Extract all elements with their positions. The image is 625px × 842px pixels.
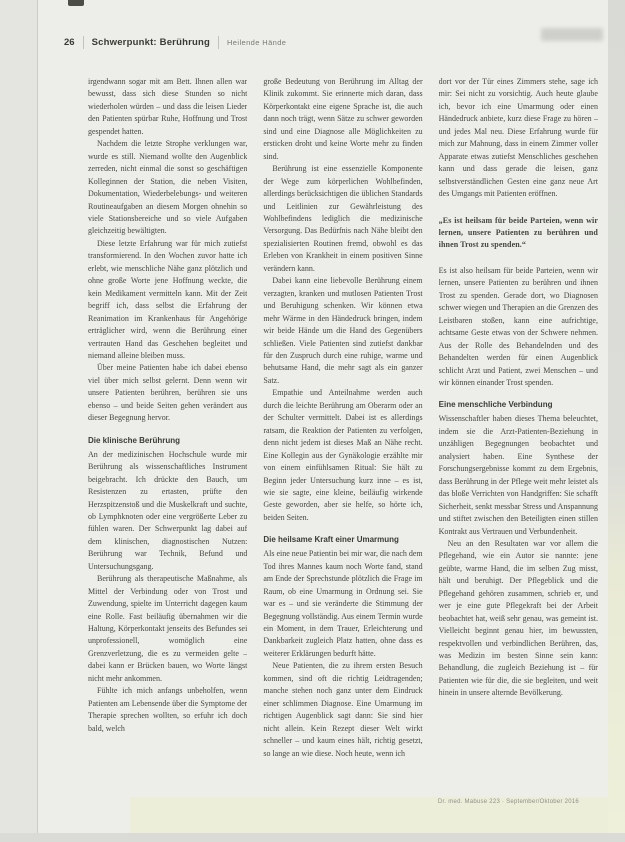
subheading-menschliche-verbindung: Eine menschliche Verbindung (438, 400, 553, 410)
body-paragraph: Neu an den Resultaten war vor allem die Pflegehand, wie ein Autor sie nannte: jene geübte, warme Hand, die im selben Zug misst, hält und beruhigt. Der Pflegeblick und die Pflegehand gehören zusammen, schrieb er, und wer je eine gute Pflegekraft bei der Arbeit beobachtet hat, weiß sehr genau, was gemeint ist. Vielleicht beginnt genau hier, im bewussten, respektvollen und verbindlichen Berühren, das, was Medizin im besten Sinne sein kann: Behandlung, die zugleich Beziehung ist – für Patienten wie für die, die sie begleiten, und weit hinein in unsere alternde Bevölkerung. (438, 538, 598, 698)
body-paragraph: Wissenschaftler haben dieses Thema beleuchtet, indem sie die Arzt-Patienten-Beziehung in unzähligen Begegnungen beobachtet und analysiert haben. Eine Synthese der Forschungsergebnisse kommt zu dem Ergebnis, dass Berührung in der Pflege weit mehr leistet als das bloße Verrichten von Handgriffen: Sie schafft Sicherheit, senkt messbar Stress und Anspannung und stiftet zwischen den Beteiligten einen stillen Kontrakt aus Vertrauen und Verbundenheit. (438, 414, 598, 536)
body-paragraph: Über meine Patienten habe ich dabei ebenso viel über mich selbst gelernt. Denn wenn wir unsere Patienten berühren, berühren sie uns ebenso – und beide Seiten gehen verändert aus dieser Begegnung hervor. (88, 363, 248, 423)
article-body (88, 76, 598, 797)
body-paragraph: Berührung ist eine essenzielle Komponente der Wege zum körperlichen Wohlbefinden, allerdings berücksichtigen die üblichen Standards und Leitlinien zur Gewährleistung des Wohlbefindens lediglich die medizinische Versorgung. Das Bedürfnis nach Nähe bleibt den spezialisierten Routinen fremd, obwohl es das Erleben von Krankheit in einem positiven Sinne verändern kann. (263, 164, 423, 273)
scan-smudge (541, 28, 603, 41)
column-2 (263, 76, 422, 797)
section-title: Schwerpunkt: Berührung (91, 37, 210, 48)
article-title: Heilende Hände (226, 38, 287, 47)
body-paragraph: An der medizinischen Hochschule wurde mir Berührung als wissenschaftliches Instrument beigebracht. Ich drückte den Bauch, um Resistenzen zu ertasten, prüfte den Herzspitzenstoß und die Muskelkraft und suchte, ob Lymphknoten oder eine vergrößerte Leber zu fühlen waren. Der Schwerpunkt lag dabei auf dem klinischen, diagnostischen Nutzen: Berührung war Technik, Befund und Untersuchungsgang. (88, 449, 248, 571)
scan-mark (68, 0, 84, 6)
body-paragraph: dort vor der Tür eines Zimmers stehe, sage ich mir: Sei nicht zu vorsichtig. Auch heute glaube ich, bevor ich eine Umarmung oder einen Händedruck anbiete, kurz diese Frage zu hören – und jedes Mal neu. Diese Erfahrung wurde für mich zur Mahnung, dass in einem Zimmer voller Apparate etwas zutiefst Menschliches geschehen kann und dass gerade die leisen, ganz selbstverständlichen Gesten eine ganz neue Art des Umgangs mit Patienten eröffnen. (438, 77, 598, 199)
subheading-heilsame-kraft-umarmung: Die heilsame Kraft einer Umarmung (263, 535, 399, 545)
page-number: 26 (64, 37, 75, 48)
body-paragraph: Nachdem die letzte Strophe verklungen war, wurde es still. Niemand wollte den Augenblick zerreden, nicht einmal die sonst so geschäftigen Kolleginnen der Station, die neben Visiten, Dokumentation, Wiederbelebungs- und weiteren Routineaufgaben an diesem Morgen ohnehin so viele Stationsbereiche und so viele Aufgaben gleichzeitig bewältigten. (88, 139, 248, 236)
body-paragraph: Fühlte ich mich anfangs unbeholfen, wenn Patienten am Lebensende über die Symptome der Therapie sprechen wollten, so erfuhr ich doch bald, welch (88, 686, 248, 733)
page-header (64, 35, 286, 50)
column-1 (88, 76, 247, 797)
column-3 (439, 76, 598, 797)
body-paragraph: Neue Patienten, die zu ihrem ersten Besuch kommen, sind oft die richtig Leidtragenden; manche stehen noch ganz unter dem Eindruck einer schlimmen Diagnose. Eine Umarmung im richtigen Augenblick sagt dann: Sie sind hier nicht allein. Kein Rezept dieser Welt wirkt schneller – und kaum eines hält, richtig gesetzt, so lange an wie diese. Noch heute, wenn ich (263, 661, 423, 758)
page-bottom-band (0, 833, 625, 842)
body-paragraph: Als eine neue Patientin bei mir war, die nach dem Tod ihres Mannes kaum noch Worte fand, stand am Ende der Sprechstunde plötzlich die Frage im Raum, ob eine Umarmung in Ordnung sei. Sie war es – und sie veränderte die Stimmung der Begegnung vollständig. Aus einem Termin wurde ein Moment, in dem Trauer, Erleichterung und Dankbarkeit zugleich Platz hatten, ohne dass es weiterer Erklärungen bedurft hätte. (263, 549, 423, 658)
body-paragraph: irgendwann sogar mit am Bett. Ihnen allen war bewusst, dass sich diese Stunden so nicht wiederholen würden – und dass die leisen Lieder den Patienten spürbar Ruhe, Hoffnung und Trost gespendet hatten. (88, 77, 248, 136)
body-paragraph: Dabei kann eine liebevolle Berührung einem verzagten, kranken und mutlosen Patienten Trost und Beruhigung schenken. Wir können etwa mehr Wärme in den Händedruck bringen, indem wir beide Hände um die Hand des Gegenübers schließen. Viele Patienten sind zutiefst dankbar für den Zuspruch durch eine ruhige, warme und behutsame Hand, die mehr sagt als ein ganzer Satz. (263, 276, 423, 385)
body-paragraph: Berührung als therapeutische Maßnahme, als Mittel der Verbindung oder von Trost und Zuwendung, spielte im Unterricht dagegen kaum eine Rolle. Fast beiläufig übernahmen wir die Haltung, Körperkontakt jenseits des Befundes sei unprofessionell, womöglich eine Grenzverletzung, die es zu vermeiden gelte – dabei kann er Brücken bauen, wo Worte längst nicht mehr ankommen. (88, 574, 248, 683)
body-paragraph: große Bedeutung von Berührung im Alltag der Klinik zukommt. Sie erinnerte mich daran, dass Körperkontakt eine eigene Sprache ist, die auch dann noch trägt, wenn Sätze zu schwer geworden sind und eine Diagnose alle Möglichkeiten zu ersticken droht und keine Worte mehr zu finden sind. (263, 77, 423, 161)
header-divider (83, 36, 84, 49)
body-paragraph: Es ist also heilsam für beide Parteien, wenn wir lernen, unsere Patienten zu berühren und ihnen Trost zu spenden. Gerade dort, wo Diagnosen schwer wiegen und Therapien an die Grenzen des Leistbaren stoßen, kann eine aufrichtige, achtsame Geste etwas von der Schwere nehmen. Aus der Rolle des Behandelnden und des Behandelten werden für einen Augenblick schlicht Arzt und Patient, zwei Menschen – und wir können einander Trost spenden. (438, 265, 598, 387)
page-right-edge (608, 0, 625, 842)
header-divider (218, 36, 219, 49)
issue-footer: Dr. med. Mabuse 223 · September/Oktober 2016 (437, 799, 579, 805)
page-left-margin (0, 0, 37, 842)
body-paragraph: Diese letzte Erfahrung war für mich zutiefst transformierend. In den Wochen zuvor hatte ich erlebt, wie menschliche Nähe ganz plötzlich und ohne große Worte jene Hoffnung weckte, die kein Medikament vermitteln kann. Mit der Zeit begriff ich, dass selbst die Erfahrung der Reanimation im Krankenhaus für Angehörige erträglicher wird, wenn die Berührung einer vertrauten Hand das Geschehen begleitet und niemand alleine bleiben muss. (88, 238, 248, 360)
subheading-die-klinische-beruehrung: Die klinische Berührung (88, 435, 181, 445)
page-fold-line (37, 0, 38, 842)
pull-quote: „Es ist heilsam für beide Parteien, wenn wir lernen, unsere Patienten zu berühren und ihnen Trost zu spenden.“ (438, 215, 598, 250)
body-paragraph: Empathie und Anteilnahme werden auch durch die leichte Berührung am Oberarm oder an der Schulter vermittelt. Dabei ist es allerdings ratsam, die Reaktion der Patienten zu verfolgen, denn nicht jedem ist dieses Maß an Nähe recht. Eine Kollegin aus der Gynäkologie erzählte mir von einem einfühlsamen Ritual: Sie hält zu Beginn jeder Untersuchung kurz inne – es ist, wie sie sagte, eine kleine, beiläufig wirkende Geste geworden, aber sie helfe, so hörte ich, beiden Seiten. (263, 388, 423, 522)
